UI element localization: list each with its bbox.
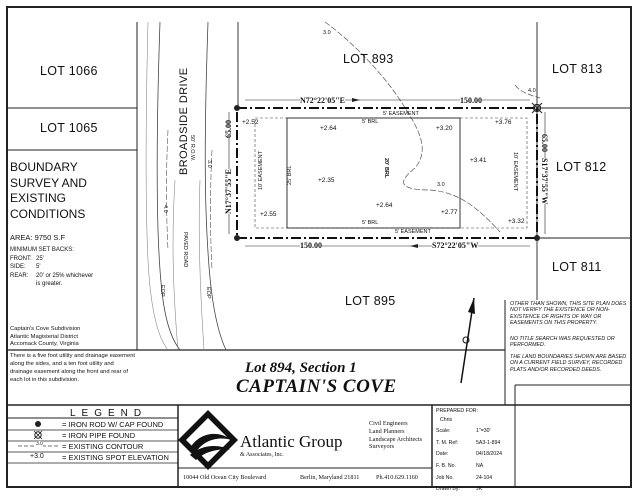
note-title-search: NO TITLE SEARCH WAS REQUESTED OR PERFORMED.: [510, 336, 615, 349]
side-value: 5': [36, 264, 41, 270]
lot-812-label: LOT 812: [556, 160, 607, 174]
easement-right-label: 10' EASEMENT: [512, 152, 518, 191]
area-text: AREA: 9750 S.F: [10, 233, 66, 242]
brl-top-label: 5' BRL: [362, 119, 379, 125]
side-label: SIDE:: [10, 264, 26, 270]
spot-elevation: +3.41: [470, 157, 487, 164]
spot-elevation: +2.64: [376, 202, 393, 209]
survey-heading: [10, 160, 87, 222]
distance-top: 150.00: [460, 96, 482, 105]
service-item: Civil Engineers: [369, 420, 408, 427]
distance-right: 65.00: [540, 134, 549, 152]
heading-line-1: BOUNDARY: [10, 160, 78, 174]
scale-value: 1"=30': [476, 428, 491, 435]
brl-bottom-label: 5' BRL: [362, 220, 379, 226]
drawn-by-label: Drawn By:: [436, 486, 460, 493]
easement-bottom-label: 5' EASEMENT: [395, 229, 431, 235]
legend-contour: = EXISTING CONTOUR: [62, 442, 144, 451]
legend-iron-rod: = IRON ROD W/ CAP FOUND: [62, 420, 164, 429]
heading-line-2: SURVEY AND: [10, 175, 87, 190]
lot-813-label: LOT 813: [552, 62, 603, 76]
date-value: 04/18/2024: [476, 451, 502, 458]
contour-label-3: 3.0: [437, 182, 445, 188]
date-label: Date:: [436, 451, 449, 458]
spot-elevation: +2.64: [320, 125, 337, 132]
legend-iron-pipe: = IRON PIPE FOUND: [62, 431, 136, 440]
tm-ref-value: 5A3-1-894: [476, 439, 501, 446]
subdivision-title: CAPTAIN'S COVE: [236, 376, 397, 397]
note-easements: OTHER THAN SHOWN, THIS SITE PLAN DOES NOT VERIFY THE EXISTENCE OR NON-EXISTENCE OF RIGHTS OF WAY OR EASEMENTS ON THIS PROPERTY.: [510, 301, 627, 326]
service-item: Land Planners: [369, 427, 405, 435]
fb-value: NA: [476, 462, 484, 469]
project-info: [436, 407, 502, 494]
bearing-south: S72°22'05"W: [432, 241, 479, 250]
job-label: Job No.: [436, 474, 454, 481]
prepared-for-value: Chris: [440, 416, 453, 423]
company-address: 10044 Old Ocean City Boulevard: [183, 474, 267, 481]
company-name: Atlantic Group: [240, 432, 343, 451]
contour-label-2: 4.0: [528, 88, 536, 94]
north-arrow-icon: [461, 298, 475, 383]
front-label: FRONT:: [10, 255, 32, 262]
service-item: Surveyors: [369, 443, 395, 451]
easement-line: [255, 118, 527, 228]
legend-rod-symbol: [35, 421, 41, 427]
easement-top-label: 5' EASEMENT: [383, 111, 419, 117]
fb-label: F. B. No.: [436, 462, 456, 469]
paved-road-label: PAVED ROAD: [182, 232, 188, 268]
rear-label: REAR:: [10, 272, 29, 279]
scale-label: Scale:: [436, 428, 451, 435]
contour-label-5: 4.0: [162, 205, 168, 213]
brl-20-label: 20' BRL: [383, 158, 389, 179]
service-item: Landscape Architects: [369, 435, 423, 443]
job-value: 24-104: [476, 474, 493, 481]
front-value: 25': [36, 255, 44, 262]
spot-elevation: +2.77: [441, 209, 458, 216]
contour-label-4: 3.0: [206, 160, 212, 168]
setbacks-block: [10, 246, 93, 289]
contour-label-1: 3.0: [323, 30, 331, 36]
legend-spot: = EXISTING SPOT ELEVATION: [62, 453, 169, 462]
eop-left: EOP: [159, 285, 165, 297]
drawn-by-value: JK: [476, 486, 483, 493]
rear-value-2: is greater.: [36, 281, 63, 287]
tm-ref-label: T. M. Ref:: [436, 439, 459, 446]
rear-value: 20' or 25% whichever: [36, 272, 94, 279]
easement-note: There is a five foot utility and drainage easement along the sides, and a ten foot utility and drainage easement along the front and rear of each lot in this subdivision.: [10, 353, 136, 383]
district-name: Atlantic Magisterial District: [10, 333, 78, 340]
subdivision-name: Captain's Cove Subdivision: [10, 326, 81, 332]
county-name: Accomack County, Virginia: [10, 341, 79, 347]
spot-elevation: +2.52: [242, 119, 259, 126]
spot-elevation: +2.35: [318, 177, 335, 184]
legend-elev-sample: +3.0: [30, 453, 44, 460]
lot-1066-label: LOT 1066: [40, 64, 98, 78]
company-services: [369, 420, 422, 451]
building-restriction-line: [287, 118, 460, 228]
prepared-for-label: PREPARED FOR:: [436, 408, 478, 414]
legend-title: LEGEND: [70, 408, 148, 419]
road-name: BROADSIDE DRIVE: [178, 67, 190, 175]
bearing-west: N17°37'55"E: [224, 169, 233, 214]
lot-section-title: Lot 894, Section 1: [245, 360, 357, 376]
company-phone: Ph.410.629.1160: [376, 474, 418, 481]
heading-line-3: EXISTING: [10, 191, 67, 205]
eop-right: EOP: [205, 287, 211, 299]
spot-elevation: +2.55: [260, 211, 277, 218]
bearing-east: S17°37'55"W: [540, 158, 549, 205]
road-edge-left: [157, 22, 180, 350]
spot-elevation: +3.32: [508, 218, 525, 225]
lot-895-label: LOT 895: [345, 294, 396, 308]
distance-left: 65.00: [224, 120, 233, 138]
heading-line-4: CONDITIONS: [10, 206, 86, 221]
lot-811-label: LOT 811: [552, 260, 602, 274]
company-city: Berlin, Maryland 21811: [300, 474, 360, 481]
brl-25-label: 25' BRL: [287, 165, 293, 185]
spot-elevation: +3.76: [495, 119, 512, 126]
note-boundaries: THE LAND BOUNDARIES SHOWN ARE BASED ON A CURRENT FIELD SURVEY, RECORDED PLATS AND/OR RECORDED DEEDS.: [510, 354, 627, 373]
company-sub: & Associates, Inc.: [240, 452, 284, 458]
spot-elevation: +3.20: [436, 125, 453, 132]
lot-893-label: LOT 893: [343, 52, 394, 66]
setbacks-heading: MINIMUM SET BACKS:: [10, 247, 74, 253]
company-logo-icon: [178, 410, 238, 470]
lot-1065-label: LOT 1065: [40, 121, 98, 135]
legend-contour-sample: 3.0: [36, 441, 43, 447]
road-row: 50' R.O.W.: [189, 135, 195, 162]
subdivision-block: [10, 326, 80, 349]
bearing-north: N72°22'05"E: [300, 96, 345, 105]
distance-bottom: 150.00: [300, 241, 322, 250]
easement-left-label: 10' EASEMENT: [258, 151, 264, 190]
road-edge-right: [205, 22, 226, 350]
